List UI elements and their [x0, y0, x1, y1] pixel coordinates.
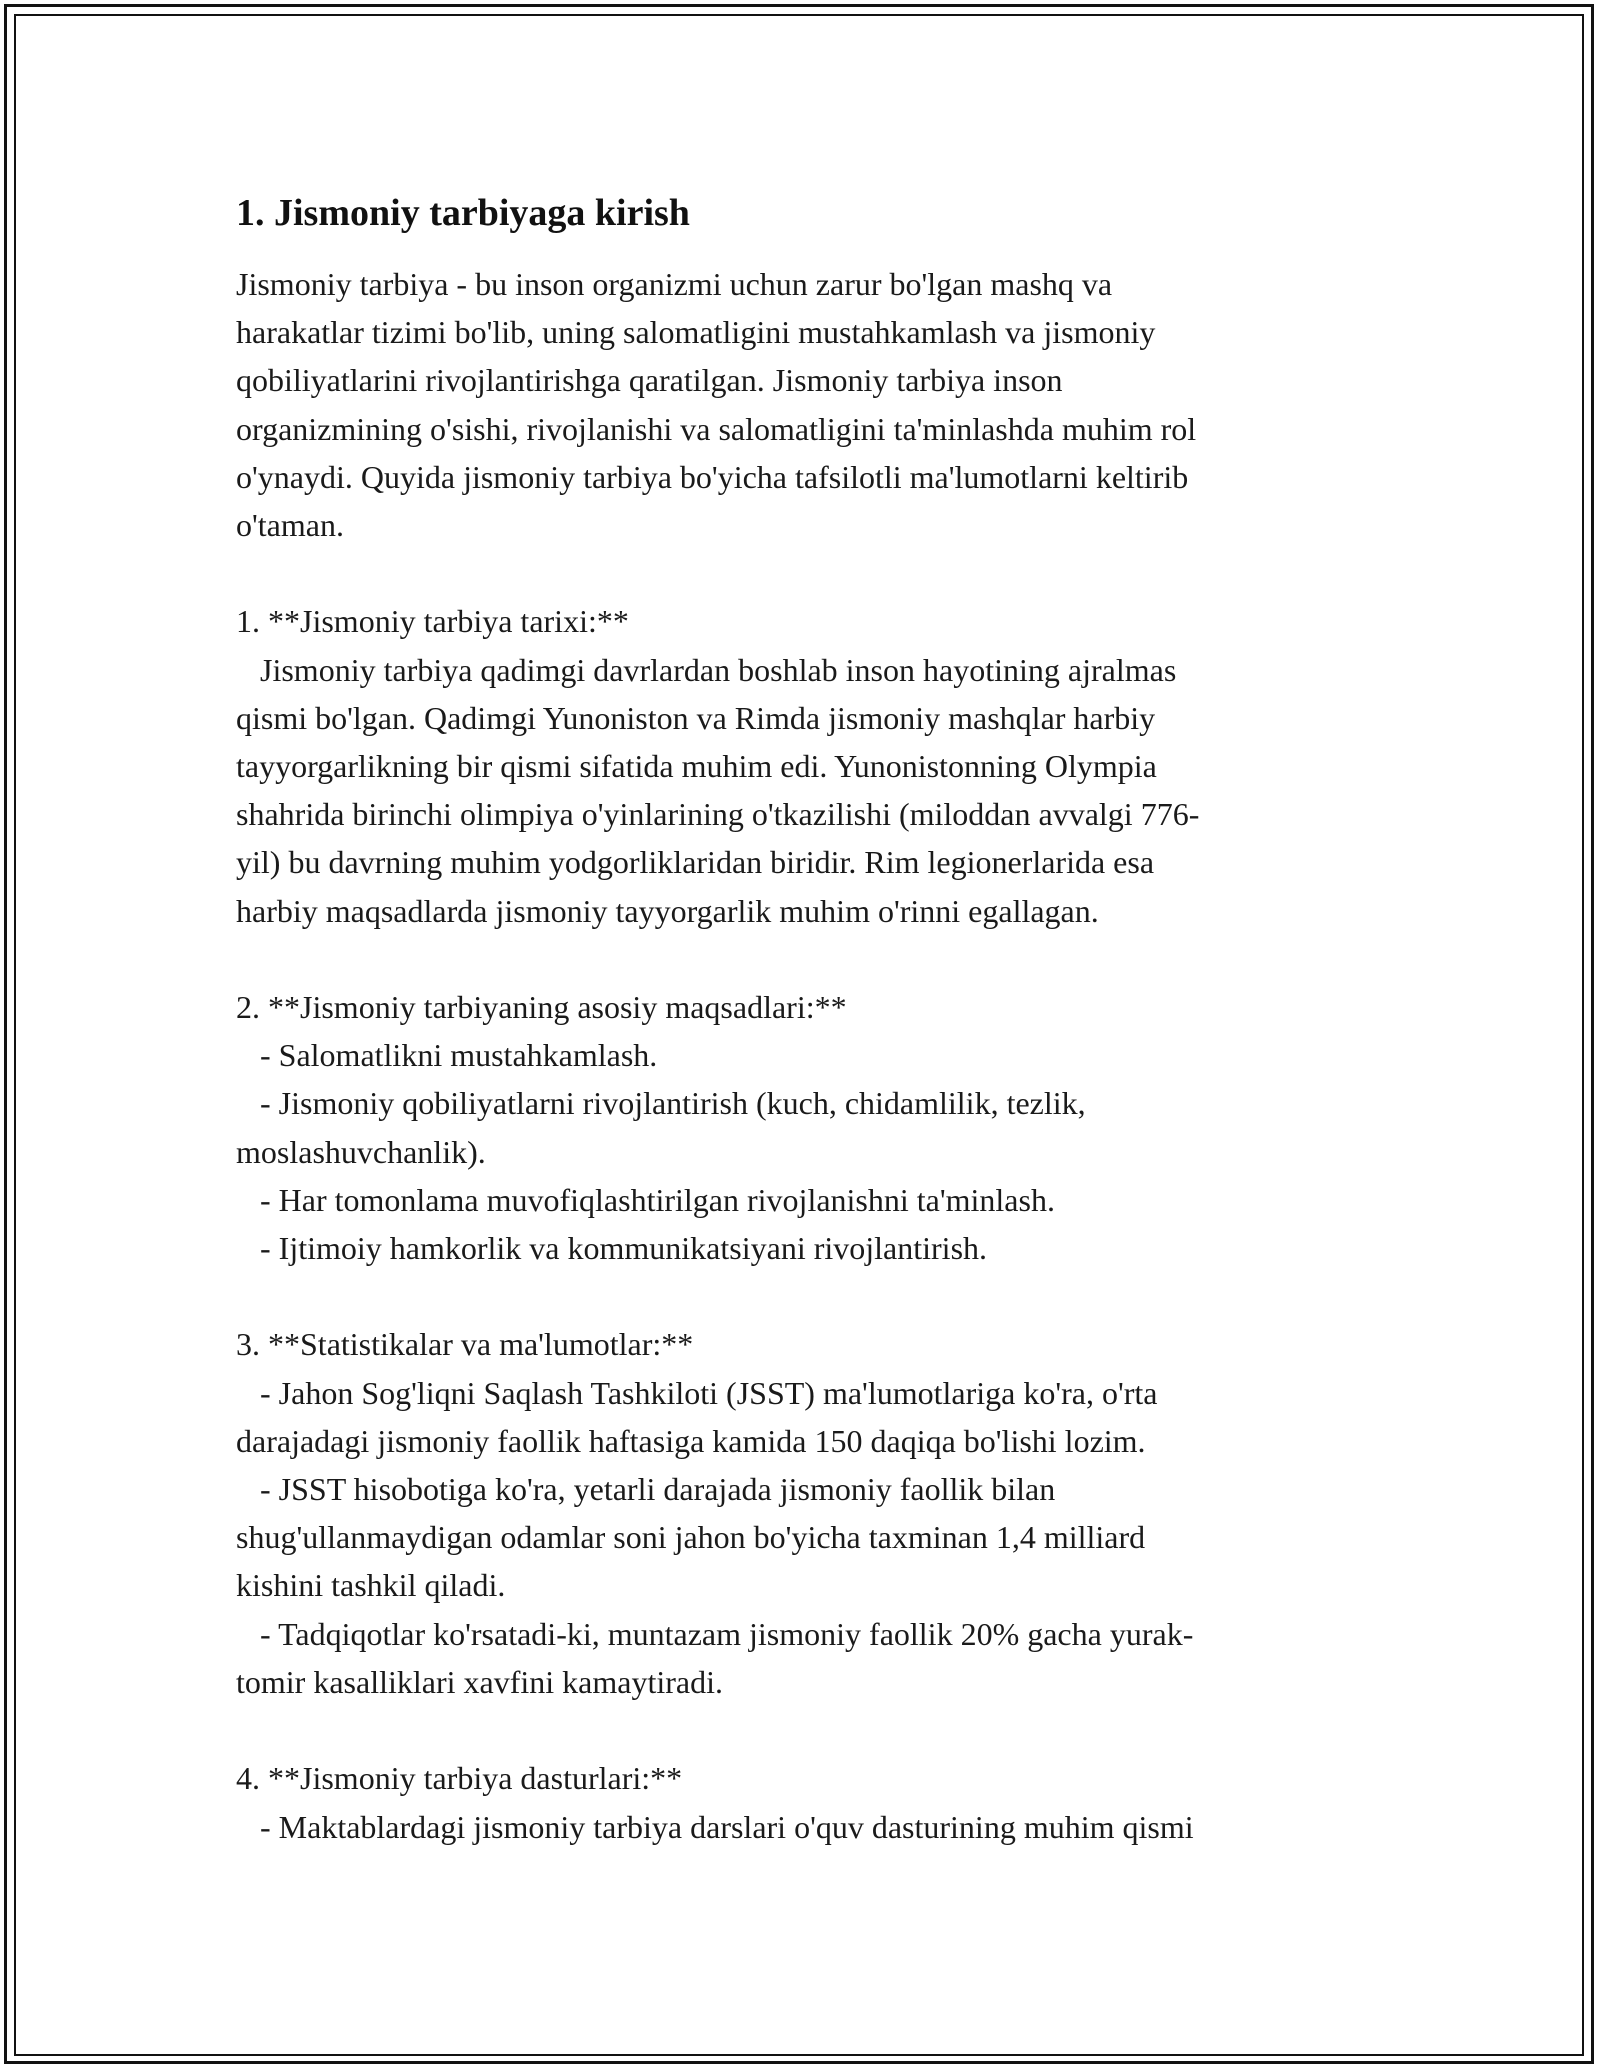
document-heading: 1. Jismoniy tarbiyaga kirish [236, 192, 690, 234]
document-body-text: Jismoniy tarbiya - bu inson organizmi uchun zarur bo'lgan mashq va harakatlar tizimi bo'lib, uning salomatligini mustahkamlash va jismoniy qobiliyatlarini rivojlantirishga qaratilgan. Jismoniy tarbiya inson organizmining o'sishi, rivojlanishi va salomatligini ta'minlashda muhim rol o'ynaydi. Quyida jismoniy tarbiya bo'yicha tafsilotli ma'lumotlarni keltirib o'taman. 1. **Jismoniy tarbiya tarixi:** Jismoniy tarbiya qadimgi davrlardan boshlab inson hayotining ajralmas qismi bo'lgan. Qadimgi Yunoniston va Rimda jismoniy mashqlar harbiy tayyorgarlikning bir qismi sifatida muhim edi. Yunonistonning Olympia shahrida birinchi olimpiya o'yinlarining o'tkazilishi (miloddan avvalgi 776- yil) bu davrning muhim yodgorliklaridan biridir. Rim legionerlarida esa harbiy maqsadlarda jismoniy tayyorgarlik muhim o'rinni egallagan. 2. **Jismoniy tarbiyaning asosiy maqsadlari:** - Salomatlikni mustahkamlash. - Jismoniy qobiliyatlarni rivojlantirish (kuch, chidamlilik, tezlik, moslashuvchanlik). - Har tomonlama muvofiqlashtirilgan rivojlanishni ta'minlash. - Ijtimoiy hamkorlik va kommunikatsiyani rivojlantirish. 3. **Statistikalar va ma'lumotlar:** - Jahon Sog'liqni Saqlash Tashkiloti (JSST) ma'lumotlariga ko'ra, o'rta darajadagi jismoniy faollik haftasiga kamida 150 daqiqa bo'lishi lozim. - JSST hisobotiga ko'ra, yetarli darajada jismoniy faollik bilan shug'ullanmaydigan odamlar soni jahon bo'yicha taxminan 1,4 milliard kishini tashkil qiladi. - Tadqiqotlar ko'rsatadi-ki, muntazam jismoniy faollik 20% gacha yurak- tomir kasalliklari xavfini kamaytiradi. 4. **Jismoniy tarbiya dasturlari:** - Maktablardagi jismoniy tarbiya darslari o'quv dasturining muhim qismi [236, 266, 1200, 1845]
document-content [236, 186, 1354, 1851]
